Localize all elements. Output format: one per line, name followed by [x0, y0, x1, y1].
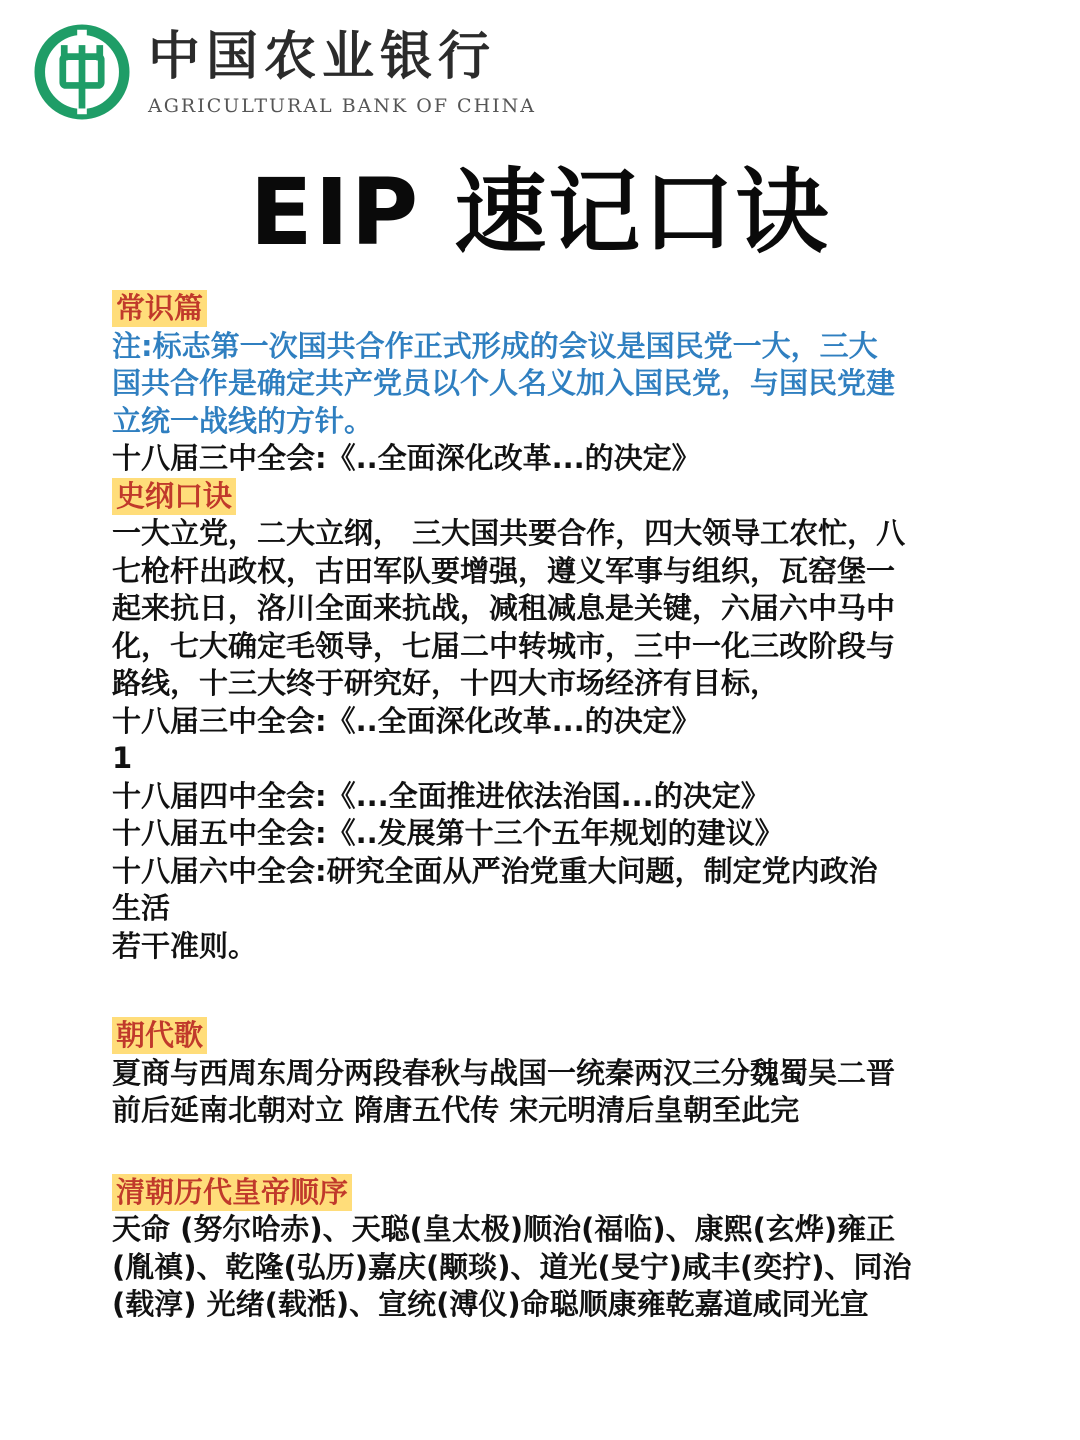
page-title: EIP 速记口诀 — [249, 159, 831, 266]
bank-emblem-icon — [34, 24, 130, 120]
note-line: 立统一战线的方针。 — [112, 403, 374, 438]
section-heading-dynasty: 朝代歌 — [112, 1017, 207, 1054]
section-heading-history: 史纲口诀 — [112, 478, 236, 515]
text-line: 一大立党，二大立纲， 三大国共要合作，四大领导工农忙，八 — [112, 516, 906, 550]
section-heading-qing: 清朝历代皇帝顺序 — [112, 1174, 352, 1211]
bank-name-cn: 中国农业银行 — [148, 26, 497, 87]
text-line: 七枪杆出政权，古田军队要增强，遵义军事与组织，瓦窑堡一 — [112, 553, 896, 588]
note-line: 注:标志第一次国共合作正式形成的会议是国民党一大，三大 — [112, 328, 878, 363]
text-line: 1 — [112, 741, 133, 775]
text-line: (载淳) 光绪(载湉)、宣统(溥仪)命聪顺康雍乾嘉道咸同光宣 — [112, 1287, 869, 1321]
text-line: 若干准则。 — [112, 928, 258, 963]
text-line: 十八届三中全会:《..全面深化改革...的决定》 — [112, 703, 701, 738]
text-line: 十八届四中全会:《...全面推进依法治国...的决定》 — [112, 778, 770, 813]
text-line: 路线，十三大终于研究好，十四大市场经济有目标， — [112, 666, 780, 700]
note-line: 国共合作是确定共产党员以个人名义加入国民党，与国民党建 — [112, 366, 896, 400]
bank-name-en: AGRICULTURAL BANK OF CHINA — [148, 95, 536, 117]
text-line: 起来抗日，洛川全面来抗战，减租减息是关键，六届六中马中 — [112, 591, 896, 625]
text-line: 十八届六中全会:研究全面从严治党重大问题，制定党内政治 — [112, 853, 878, 888]
text-line: 化，七大确定毛领导，七届二中转城市，三中一化三改阶段与 — [112, 628, 896, 663]
section-heading-common: 常识篇 — [112, 290, 207, 327]
text-line: 夏商与西周东周分两段春秋与战国一统秦两汉三分魏蜀吴二晋 — [112, 1055, 896, 1090]
text-line: (胤禛)、乾隆(弘历)嘉庆(颙琰)、道光(旻宁)咸丰(奕拧)、同治 — [112, 1249, 912, 1284]
content — [112, 290, 972, 1324]
text-line: 天命 (努尔哈赤)、天聪(皇太极)顺治(福临)、康熙(玄烨)雍正 — [112, 1212, 896, 1246]
text-line: 生活 — [112, 891, 171, 925]
text-line: 前后延南北朝对立 隋唐五代传 宋元明清后皇朝至此完 — [112, 1093, 800, 1127]
text-line: 十八届五中全会:《..发展第十三个五年规划的建议》 — [112, 816, 784, 850]
text-line: 十八届三中全会:《..全面深化改革...的决定》 — [112, 441, 701, 475]
bank-logo — [34, 24, 536, 120]
